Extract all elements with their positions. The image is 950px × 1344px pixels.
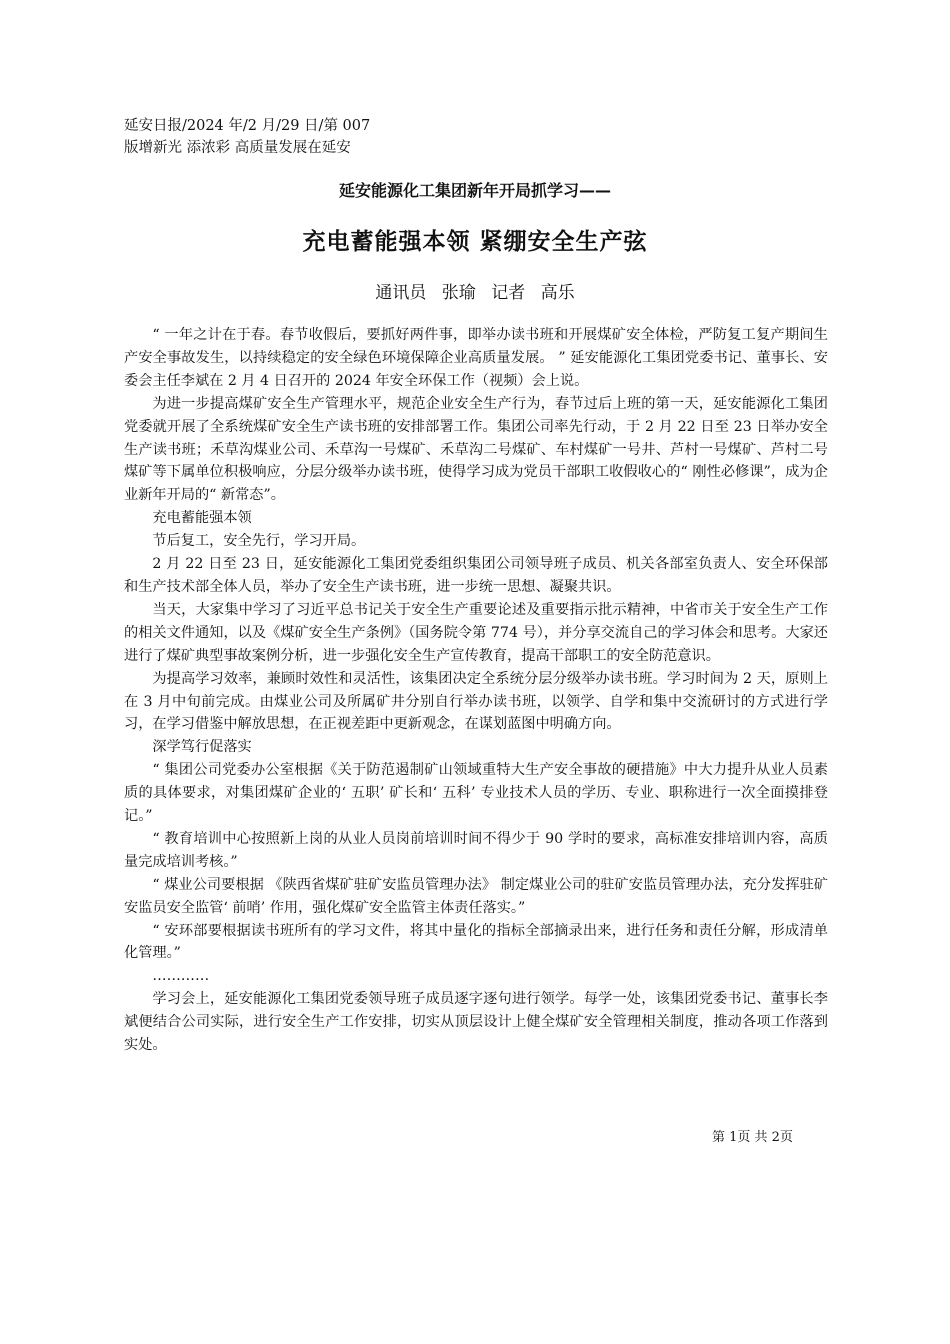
article-body [124,324,828,1057]
section-heading: 充电蓄能强本领 [152,510,252,527]
ellipsis-line: ………… [152,968,210,985]
paragraph: 节后复工，安全先行，学习开局。 [152,533,366,550]
page-number: 第 1页 共 2页 [712,1130,793,1145]
paragraph: “ 一年之计在于春。春节收假后，要抓好两件事，即举办读书班和开展煤矿安全体检，严防复工复产期间生产安全事故发生，以持续稳定的安全绿色环境保障企业高质量发展。 ” 延安能源化工集团党委书记、董事长、安委会主任李斌在 2 月 4 日召开的 2024 年安全环保工作（视频）会上说。 [124,327,828,389]
article-byline: 通讯员 张瑜 记者 高乐 [375,283,575,303]
paragraph: “ 教育培训中心按照新上岗的从业人员岗前培训时间不得少于 90 学时的要求，高标准安排培训内容，高质量完成培训考核。” [124,830,828,870]
paragraph: 为进一步提高煤矿安全生产管理水平，规范企业安全生产行为，春节过后上班的第一天，延安能源化工集团党委就开展了全系统煤矿安全生产读书班的安排部署工作。集团公司率先行动，于 2 月 22 日至 23 日举办安全生产读书班；禾草沟煤业公司、禾草沟一号煤矿、禾草沟二号煤矿、车村煤矿一号井、芦村一号煤矿、芦村二号煤矿等下属单位积极响应，分层分级举办读书班，使得学习成为党员干部职工收假收心的“ 刚性必修课”，成为企业新年开局的“ 新常态”。 [124,395,828,504]
section-heading: 深学笃行促落实 [152,739,252,756]
article-headline: 充电蓄能强本领 紧绷安全生产弦 [302,229,648,255]
paragraph: 当天，大家集中学习了习近平总书记关于安全生产重要论述及重要指示批示精神，中省市关于安全生产工作的相关文件通知，以及《煤矿安全生产条例》（国务院令第 774 号），并分享交流自己的学习体会和思考。大家还进行了煤矿典型事故案例分析，进一步强化安全生产宣传教育，提高干部职工的安全防范意识。 [124,601,828,664]
paragraph: 学习会上，延安能源化工集团党委领导班子成员逐字逐句进行领学。每学一处，该集团党委书记、董事长李斌便结合公司实际，进行安全生产工作安排，切实从顶层设计上健全煤矿安全管理相关制度，推动各项工作落到实处。 [124,991,828,1054]
source-line-1: 延安日报/2024 年/2 月/29 日/第 007 [124,118,371,134]
paragraph: “ 煤业公司要根据 《陕西省煤矿驻矿安监员管理办法》 制定煤业公司的驻矿安监员管理办法，充分发挥驻矿安监员安全监管‘ 前哨’ 作用，强化煤矿安全监管主体责任落实。” [124,876,828,916]
article-kicker: 延安能源化工集团新年开局抓学习—— [338,181,611,200]
source-line-2: 版增新光 添浓彩 高质量发展在延安 [124,140,351,156]
paragraph: 2 月 22 日至 23 日，延安能源化工集团党委组织集团公司领导班子成员、机关各部室负责人、安全环保部和生产技术部全体人员，举办了安全生产读书班，进一步统一思想、凝聚共识。 [124,556,828,595]
source-info [124,115,370,159]
paragraph: “ 集团公司党委办公室根据《关于防范遏制矿山领域重特大生产安全事故的硬措施》中大力提升从业人员素质的具体要求，对集团煤矿企业的‘ 五职’ 矿长和‘ 五科’ 专业技术人员的学历、专业、职称进行一次全面摸排登记。” [124,762,828,825]
paragraph: 为提高学习效率，兼顾时效性和灵活性，该集团决定全系统分层分级举办读书班。学习时间为 2 天，原则上在 3 月中旬前完成。由煤业公司及所属矿井分别自行举办读书班，以领学、自学和集中交流研讨的方式进行学习，在学习借鉴中解放思想，在正视差距中更新观念，在谋划蓝图中明确方向。 [124,670,828,733]
paragraph: “ 安环部要根据读书班所有的学习文件，将其中量化的指标全部摘录出来，进行任务和责任分解，形成清单化管理。” [124,922,828,962]
